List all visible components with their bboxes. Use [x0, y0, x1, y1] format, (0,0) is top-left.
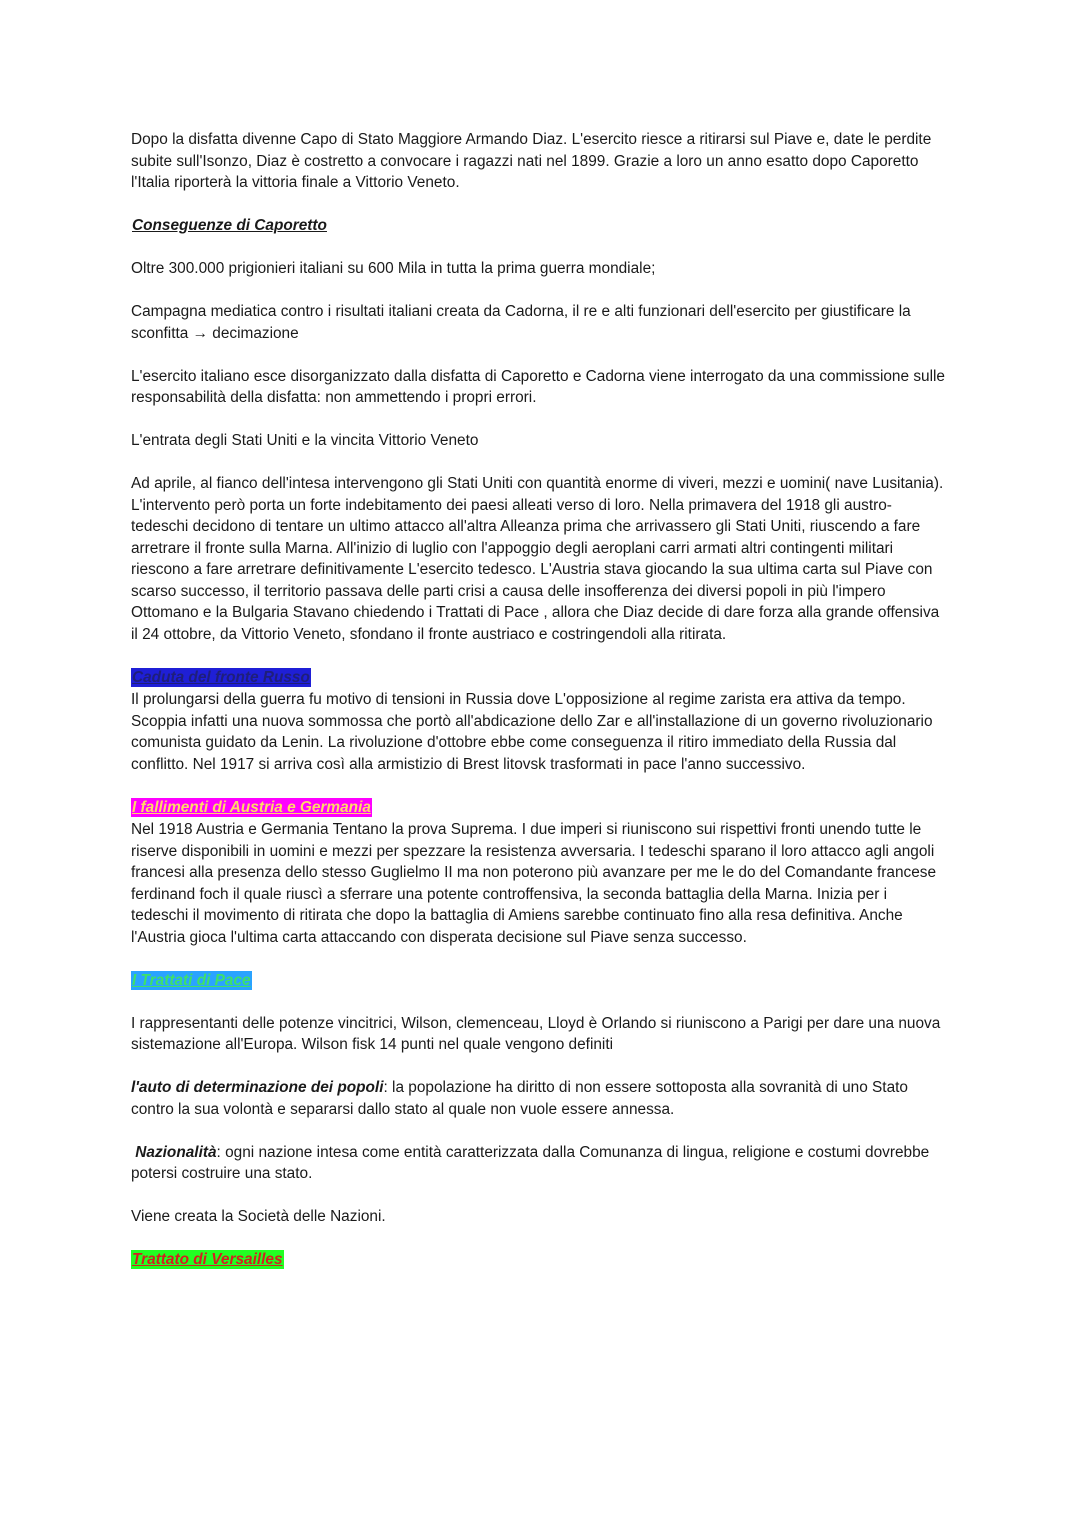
- paragraph-autodeterminazione: [131, 1077, 946, 1120]
- term-nazionalita: Nazionalità: [135, 1143, 217, 1161]
- paragraph-potenze-vincitrici: I rappresentanti delle potenze vincitrici, Wilson, clemenceau, Lloyd è Orlando si riuniscono a Parigi per dare una nuova sistemazione all'Europa. Wilson fisk 14 punti nel quale vengono definiti: [131, 1014, 941, 1053]
- paragraph-societa-nazioni: Viene creata la Società delle Nazioni.: [131, 1208, 386, 1225]
- paragraph-russia: Il prolungarsi della guerra fu motivo di tensioni in Russia dove L'opposizione al regime zarista era attiva da tempo. Scoppia infatti una nuova sommossa che portò all'abdicazione dello Zar e all'installazione di un governo rivoluzionario comunista guidato da Lenin. La rivoluzione d'ottobre ebbe come conseguenza il ritiro immediato della Russia dal conflitto. Nel 1917 si arriva così alla armistizio di Brest litovsk trasformati in pace l'anno successivo.: [131, 691, 933, 773]
- paragraph-stati-uniti: Ad aprile, al fianco dell'intesa intervengono gli Stati Uniti con quantità enorme di viveri, mezzi e uomini( nave Lusitania). L'intervento però porta un forte indebitamento dei paesi alleati verso di loro. Nella primavera del 1918 gli austro-tedeschi decidono di tentare un ultimo attacco all'altra Alleanza prima che arrivassero gli Stati Uniti, riuscendo a fare arretrare il fronte sulla Marna. All'inizio di luglio con l'appoggio degli aeroplani carri armati altri contingenti militari riescono a fare arretrare definitivamente L'esercito tedesco. L'Austria stava giocando la sua ultima carta sul Piave con scarso successo, il territorio passava delle parti crisi a causa delle insofferenza dei diversi popoli in più l'impero Ottomano e la Bulgaria Stavano chiedendo i Trattati di Pace , allora che Diaz decide di dare forza alla grande offensiva il 24 ottobre, da Vittorio Veneto, sfondano il fronte austriaco e costringendoli alla ritirata.: [131, 475, 944, 643]
- subheading-stati-uniti: L'entrata degli Stati Uniti e la vincita Vittorio Veneto: [131, 432, 479, 449]
- heading-conseguenze-caporetto: Conseguenze di Caporetto: [132, 217, 327, 234]
- heading-trattato-versailles: Trattato di Versailles: [132, 1251, 283, 1268]
- document-page: [131, 129, 946, 1292]
- paragraph-diaz: Dopo la disfatta divenne Capo di Stato Maggiore Armando Diaz. L'esercito riesce a ritirarsi sul Piave e, date le perdite subite sull'Isonzo, Diaz è costretto a convocare i ragazzi nati nel 1899. Grazie a loro un anno esatto dopo Caporetto l'Italia riporterà la vittoria finale a Vittorio Veneto.: [131, 131, 932, 191]
- definition-autodeterminazione: : la popolazione ha diritto di non essere sottoposta alla sovranità di uno Stato contro la sua volontà e separarsi dallo stato al quale non vuole essere annessa.: [131, 1079, 908, 1118]
- definition-nazionalita: : ogni nazione intesa come entità caratterizzata dalla Comunanza di lingua, religione e costumi dovrebbe potersi costruire una stato.: [131, 1143, 930, 1182]
- paragraph-esercito-disorganizzato: L'esercito italiano esce disorganizzato dalla disfatta di Caporetto e Cadorna viene interrogato da una commissione sulle responsabilità della disfatta: non ammettendo i propri errori.: [131, 367, 945, 406]
- term-autodeterminazione: l'auto di determinazione dei popoli: [131, 1079, 384, 1096]
- paragraph-prova-suprema: Nel 1918 Austria e Germania Tentano la prova Suprema. I due imperi si riuniscono sui rispettivi fronti unendo tutte le riserve disponibili in uomini e mezzi per spezzare la resistenza avversaria. I tedeschi sparano il loro attacco agli angoli francesi alla presenza dello stesso Guglielmo II ma non poterono più avanzare per me le do del Comandante francese ferdinand foch il quale riuscì a sferrare una potente controffensiva, la seconda battaglia della Marna. Inizia per i tedeschi il movimento di ritirata che dopo la battaglia di Amiens sarebbe continuato fino alla resa definitiva. Anche l'Austria gioca l'ultima carta attaccando con disperata decisione sul Piave senza successo.: [131, 821, 937, 946]
- heading-trattati-di-pace: I Trattati di Pace: [132, 971, 251, 989]
- paragraph-campagna-mediatica: Campagna mediatica contro i risultati italiani creata da Cadorna, il re e alti funzionari dell'esercito per giustificare la sconfitta → decimazione: [131, 303, 911, 342]
- paragraph-prigionieri: Oltre 300.000 prigionieri italiani su 600 Mila in tutta la prima guerra mondiale;: [131, 260, 656, 277]
- heading-caduta-fronte-russo: Caduta del fronte Russo: [132, 668, 310, 686]
- paragraph-nazionalita: [131, 1142, 946, 1185]
- heading-fallimenti-austria-germania: I fallimenti di Austria e Germania: [132, 798, 371, 816]
